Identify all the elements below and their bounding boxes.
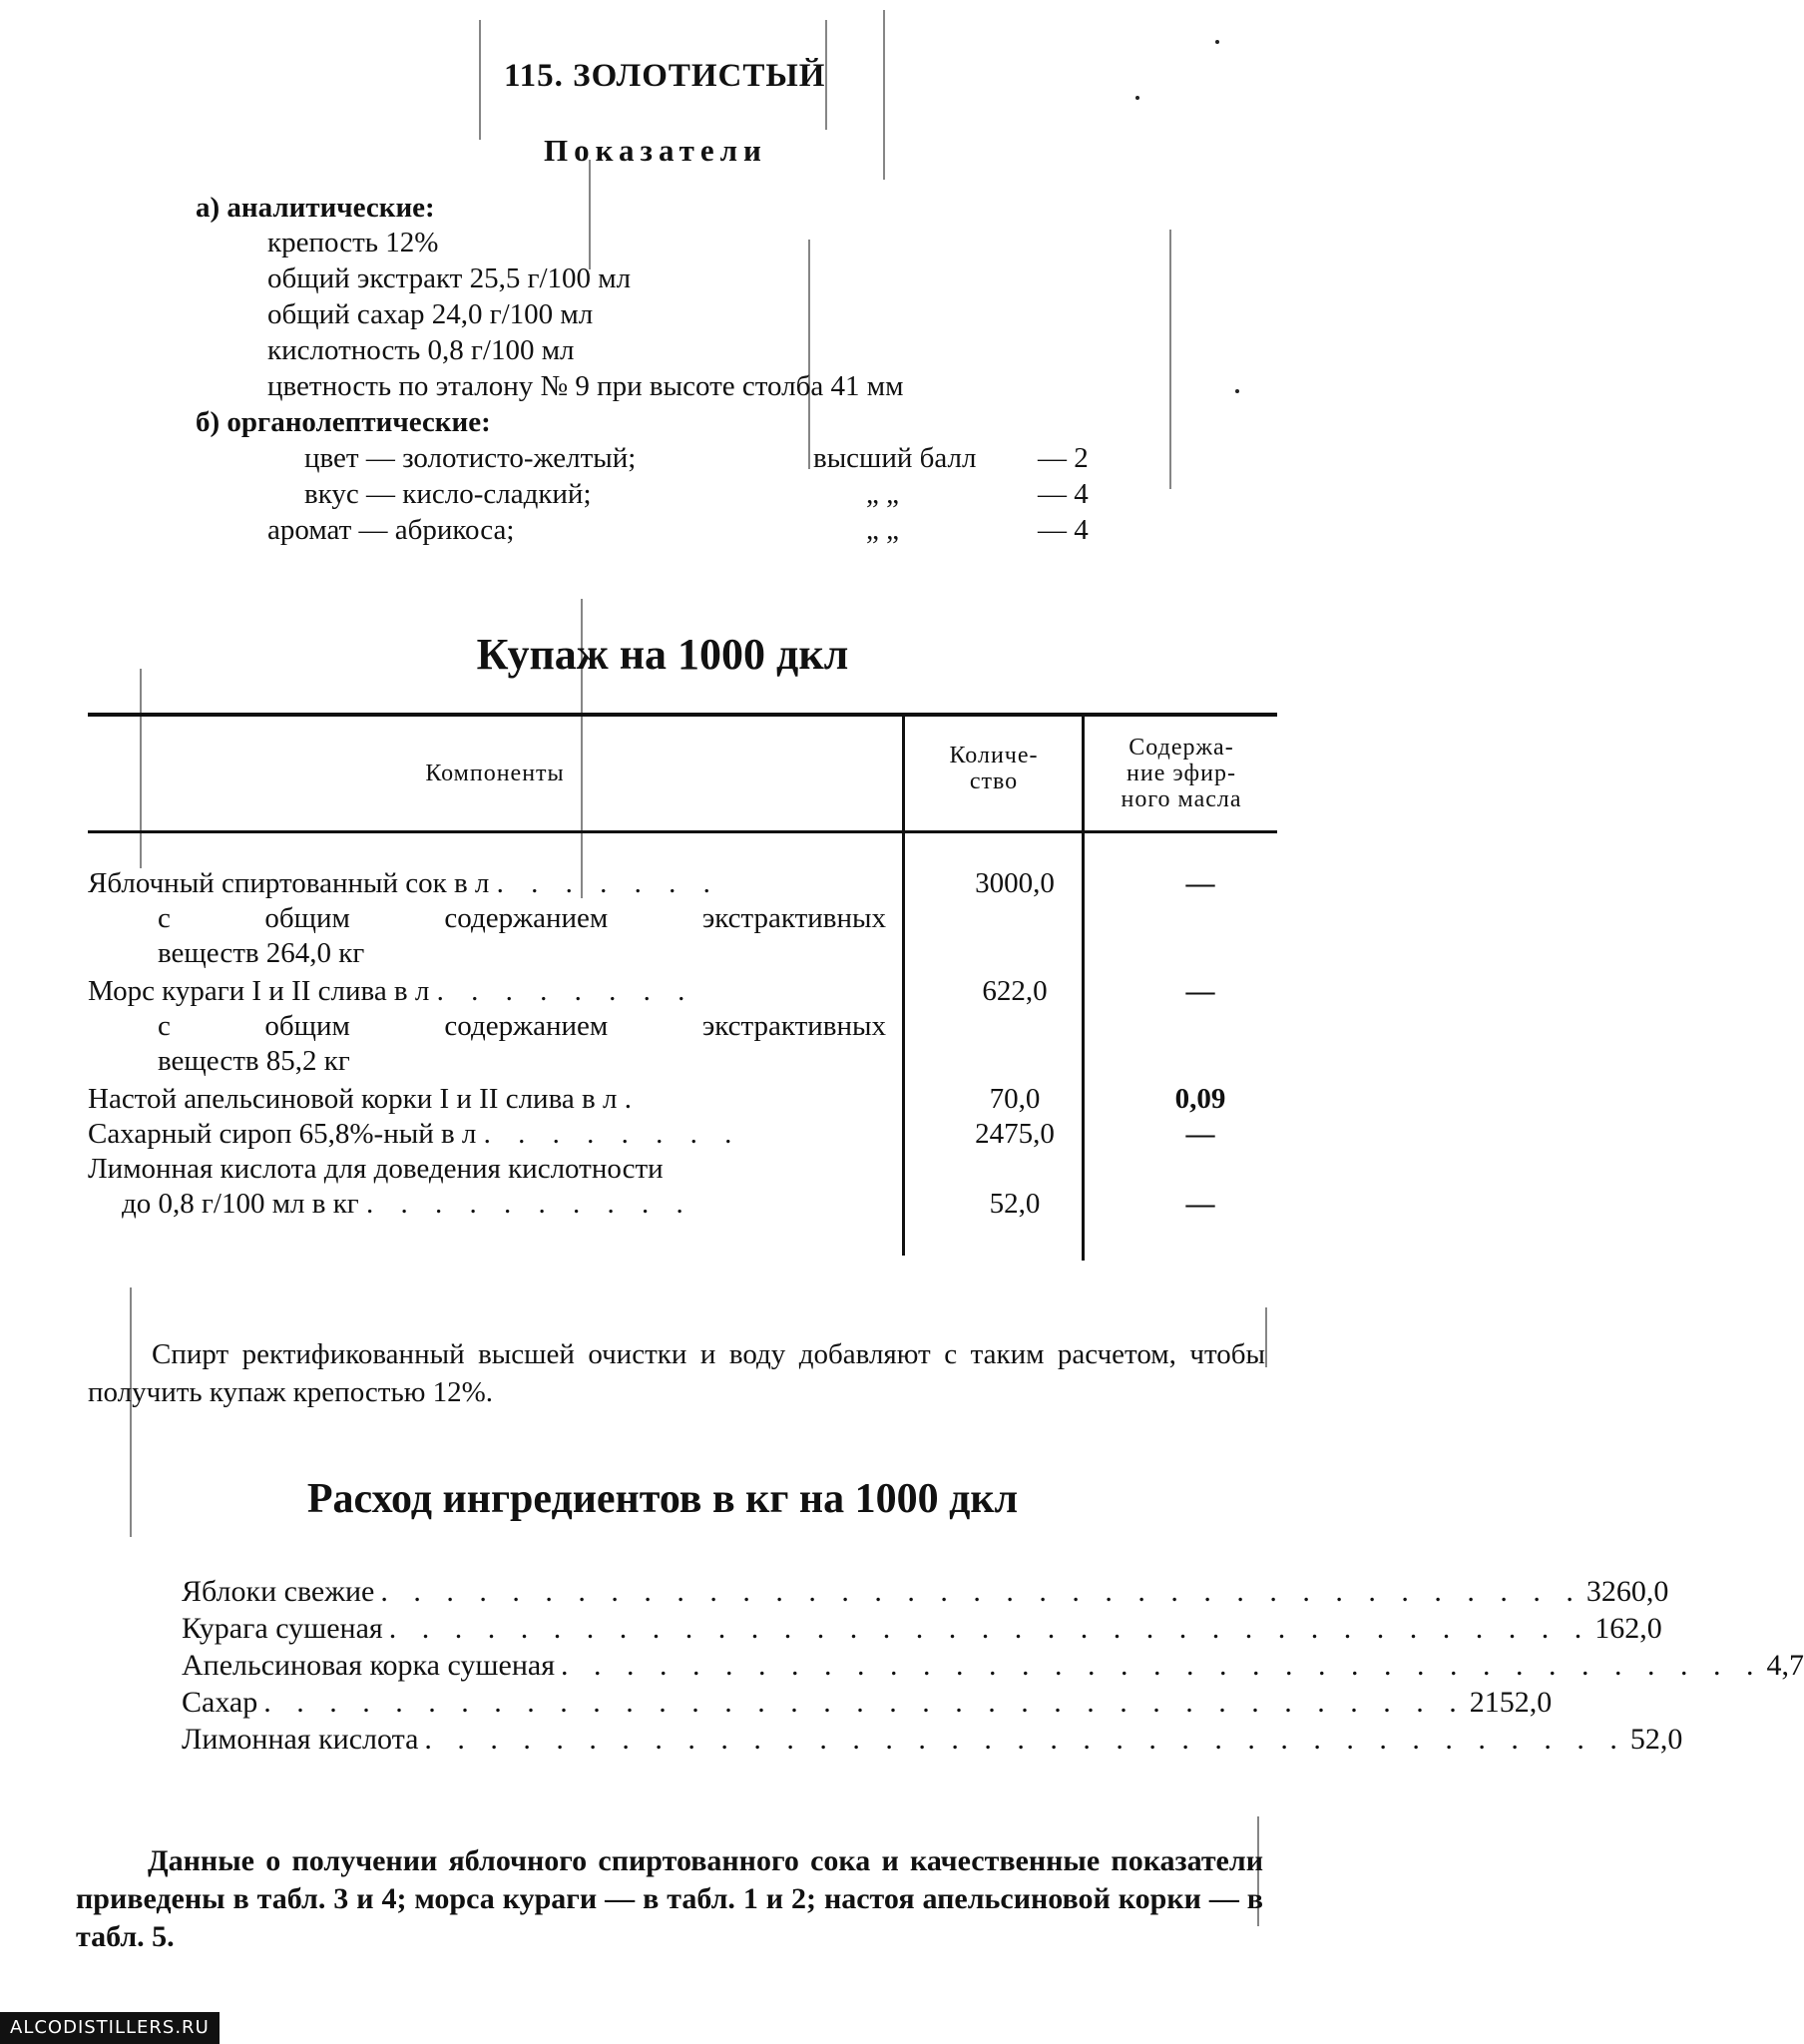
component-name-text: Морс кураги I и II слива в л: [88, 975, 430, 1007]
ingredient-name: Апельсиновая корка сушеная: [182, 1649, 555, 1682]
component-quantity: 3000,0: [975, 867, 1055, 899]
leader-dots: . . . . . . . . . . . . . . . . . . . . . . . . . . . . . . . . . . . . .: [561, 1649, 1763, 1682]
component-name-text: Сахарный сироп 65,8%-ный в л: [88, 1118, 477, 1150]
component-quantity: 70,0: [989, 1083, 1041, 1115]
leader-dots: . . . . . . . . . . . . . . . . . . . . . . . . . . . . . . . . . . . . .: [263, 1686, 1466, 1719]
list-item: [182, 1610, 1662, 1647]
component-continuation: с общим содержанием экстрактивных: [158, 1010, 886, 1042]
indicator-line: крепость 12%: [267, 227, 439, 258]
alcohol-note: Спирт ректификованный высшей очистки и воду добавляют с таким расчетом, чтобы получить купаж крепостью 12%.: [88, 1338, 1265, 1408]
scan-line: [589, 160, 591, 269]
header-oil: [1086, 735, 1277, 812]
ingredient-name: Яблоки свежие: [182, 1575, 375, 1608]
list-item: [182, 1573, 1669, 1610]
component-continuation-text: до 0,8 г/100 мл в кг: [122, 1188, 359, 1220]
list-item: [182, 1684, 1553, 1721]
scan-line: [479, 20, 481, 140]
organoleptic-line: аромат — абрикоса;: [267, 514, 515, 546]
ingredient-name: Курага сушеная: [182, 1612, 383, 1645]
scan-line: [883, 10, 885, 180]
header-components: Компоненты: [425, 761, 565, 786]
footer-note: Данные о получении яблочного спиртованного сока и качественные показатели приведены в табл. 3 и 4; морса кураги — в табл. 1 и 2; настоя апельсиновой корки — в табл. 5.: [76, 1844, 1263, 1953]
score-value: — 4: [1038, 514, 1089, 546]
leader-dots: . . . . . . . . . . . . . . . . . . . . . . . . . . . . . . . . . . . . .: [388, 1612, 1591, 1645]
header-quantity-line: ство: [969, 768, 1019, 794]
table-column-divider: [902, 717, 905, 1256]
ingredient-name: Сахар: [182, 1686, 258, 1719]
component-continuation: с общим содержанием экстрактивных: [158, 902, 886, 934]
ingredient-value: 2152,0: [1469, 1686, 1553, 1719]
component-oil: —: [1185, 1118, 1215, 1150]
indicator-line: кислотность 0,8 г/100 мл: [267, 334, 575, 366]
table-header-rule: [88, 830, 1277, 833]
score-value: — 4: [1038, 478, 1089, 510]
blend-table: [88, 713, 1277, 1272]
component-name: Лимонная кислота для доведения кислотности: [88, 1153, 664, 1185]
leader-dots: . . . . . . . .: [483, 1118, 742, 1150]
table-top-rule: [88, 713, 1277, 717]
component-quantity: 52,0: [989, 1188, 1041, 1220]
component-continuation: [122, 1187, 850, 1222]
indicators-heading: Показатели: [544, 133, 767, 168]
header-quantity: [906, 743, 1082, 794]
scan-line: [808, 240, 810, 469]
organoleptic-line: вкус — кисло-сладкий;: [304, 478, 592, 510]
header-oil-line: Содержа-: [1128, 735, 1234, 761]
watermark: ALCODISTILLERS.RU: [0, 2012, 220, 2044]
score-value: — 2: [1038, 442, 1089, 474]
leader-dots: . . . . . . . . . .: [365, 1188, 693, 1220]
component-name: [88, 866, 886, 901]
scan-line: [1265, 1307, 1267, 1367]
component-name-text: Настой апельсиновой корки I и II слива в л: [88, 1083, 618, 1115]
score-label: высший балл: [813, 442, 977, 474]
component-name-text: Яблочный спиртованный сок в л: [88, 867, 490, 899]
analytical-label: а) аналитические:: [196, 192, 435, 224]
blend-title: Купаж на 1000 дкл: [476, 630, 849, 679]
organoleptic-label: б) органолептические:: [196, 406, 491, 438]
header-quantity-line: Количе-: [949, 743, 1039, 768]
component-continuation: веществ 264,0 кг: [158, 937, 365, 969]
ingredient-value: 162,0: [1594, 1612, 1662, 1645]
leader-dots: .: [624, 1083, 642, 1115]
component-oil: —: [1185, 1188, 1215, 1220]
scan-dot: [1135, 96, 1139, 100]
leader-dots: . . . . . . . . . . . . . . . . . . . . . . . . . . . . . . . . . . . . .: [424, 1723, 1626, 1756]
header-oil-line: ного масла: [1121, 786, 1242, 812]
expense-list: [182, 1573, 1804, 1758]
leader-dots: . . . . . . .: [496, 867, 720, 899]
component-oil: —: [1185, 867, 1215, 899]
recipe-title: 115. ЗОЛОТИСТЫЙ: [504, 58, 826, 94]
component-continuation: веществ 85,2 кг: [158, 1045, 350, 1077]
component-name: [88, 974, 886, 1009]
indicator-line: цветность по эталону № 9 при высоте столба 41 мм: [267, 370, 904, 402]
list-item: [182, 1721, 1683, 1758]
scan-dot: [1235, 389, 1239, 393]
scan-dot: [1215, 40, 1219, 44]
leader-dots: . . . . . . . .: [436, 975, 695, 1007]
ingredient-name: Лимонная кислота: [182, 1723, 419, 1756]
ingredient-value: 3260,0: [1585, 1575, 1669, 1608]
header-oil-line: ние эфир-: [1127, 761, 1236, 786]
ingredient-value: 52,0: [1629, 1723, 1683, 1756]
component-quantity: 2475,0: [975, 1118, 1055, 1150]
component-name: [88, 1082, 886, 1117]
leader-dots: . . . . . . . . . . . . . . . . . . . . . . . . . . . . . . . . . . . . .: [380, 1575, 1582, 1608]
indicator-line: общий сахар 24,0 г/100 мл: [267, 298, 594, 330]
ingredient-value: 4,7: [1766, 1649, 1804, 1682]
score-label: „ „: [866, 478, 899, 510]
scan-line: [1169, 230, 1171, 489]
component-quantity: 622,0: [982, 975, 1048, 1007]
component-oil: 0,09: [1174, 1083, 1226, 1115]
indicator-line: общий экстракт 25,5 г/100 мл: [267, 262, 632, 294]
organoleptic-line: цвет — золотисто-желтый;: [304, 442, 637, 474]
score-label: „ „: [866, 514, 899, 546]
expense-title: Расход ингредиентов в кг на 1000 дкл: [306, 1476, 1019, 1522]
component-name: [88, 1117, 886, 1152]
list-item: [182, 1647, 1804, 1684]
component-oil: —: [1185, 975, 1215, 1007]
